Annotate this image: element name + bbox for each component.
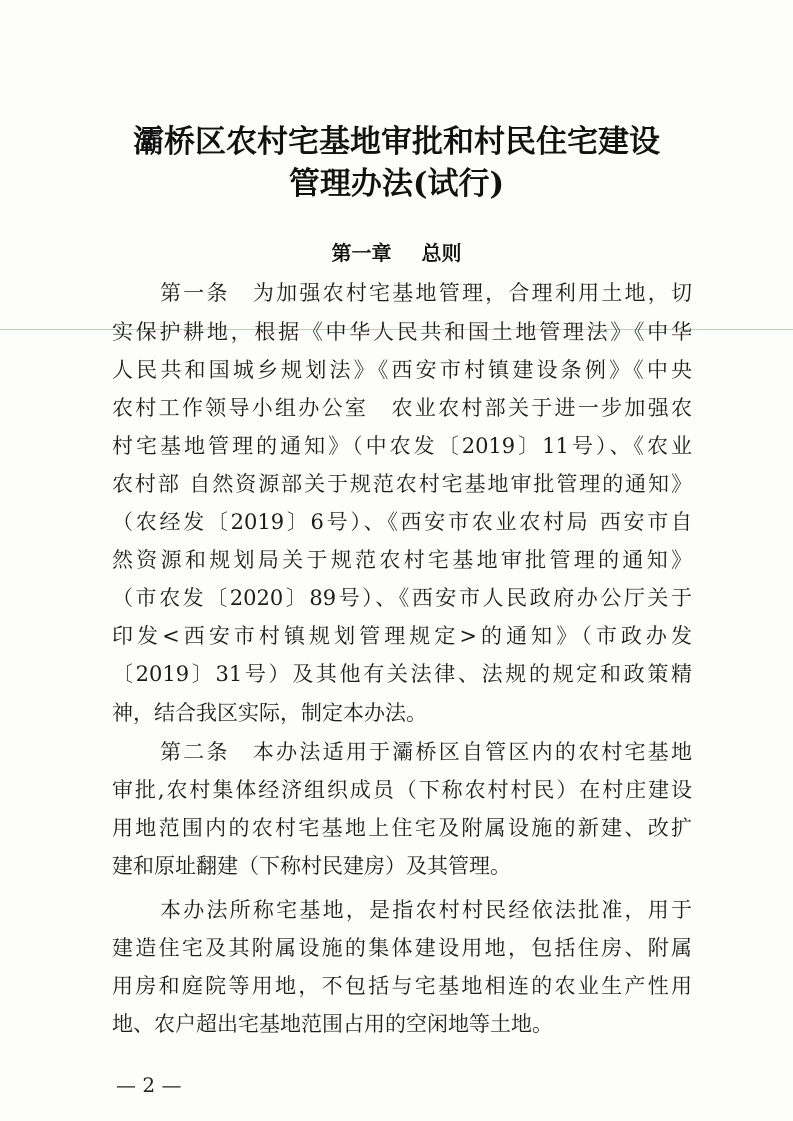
paragraph-line: 农村工作领导小组办公室 农业农村部关于进一步加强农 [112,396,692,420]
paragraph-line: （市农发〔2020〕89号）、《西安市人民政府办公厅关于 [112,586,692,610]
paragraph-line: 然资源和规划局关于规范农村宅基地审批管理的通知》 [112,548,692,572]
paragraph-line: 本办法所称宅基地，是指农村村民经依法批准，用于 [160,898,692,922]
document-title-line1: 灞桥区农村宅基地审批和村民住宅建设 [133,124,660,160]
paragraph-line: 建造住宅及其附属设施的集体建设用地，包括住房、附属 [112,936,692,960]
paragraph-line: 神，结合我区实际，制定本办法。 [112,701,427,725]
paragraph-line: 地、农户超出宅基地范围占用的空闲地等土地。 [112,1012,553,1036]
paragraph-line: 用地范围内的农村宅基地上住宅及附属设施的新建、改扩 [112,816,692,840]
paragraph-line: 人民共和国城乡规划法》《西安市村镇建设条例》《中央 [112,358,692,382]
paragraph-line: （农经发〔2019〕6号）、《西安市农业农村局 西安市自 [112,510,692,534]
paragraph-line: 建和原址翻建（下称村民建房）及其管理。 [112,854,511,878]
paragraph-line: 第二条 本办法适用于灞桥区自管区内的农村宅基地 [160,740,692,764]
paragraph-line: 第一条 为加强农村宅基地管理，合理利用土地，切 [160,281,692,305]
paragraph-line: 印发<西安市村镇规划管理规定>的通知》（市政办发 [112,624,692,648]
chapter-name: 总则 [421,241,462,265]
chapter-heading [0,237,793,266]
document-title-line2: 管理办法(试行) [288,166,505,202]
paragraph-line: 审批,农村集体经济组织成员（下称农村村民）在村庄建设 [112,778,692,802]
paragraph-line: 村宅基地管理的通知》（中农发〔2019〕11号）、《农业 [112,434,692,458]
chapter-number: 第一章 [331,241,392,265]
page-number: — 2 — [116,1073,182,1097]
paragraph-line: 实保护耕地，根据《中华人民共和国土地管理法》《中华 [112,320,692,344]
paragraph-line: 农村部 自然资源部关于规范农村宅基地审批管理的通知》 [112,472,692,496]
paragraph-line: 用房和庭院等用地，不包括与宅基地相连的农业生产性用 [112,974,692,998]
paragraph-line: 〔2019〕31号）及其他有关法律、法规的规定和政策精 [112,662,692,686]
